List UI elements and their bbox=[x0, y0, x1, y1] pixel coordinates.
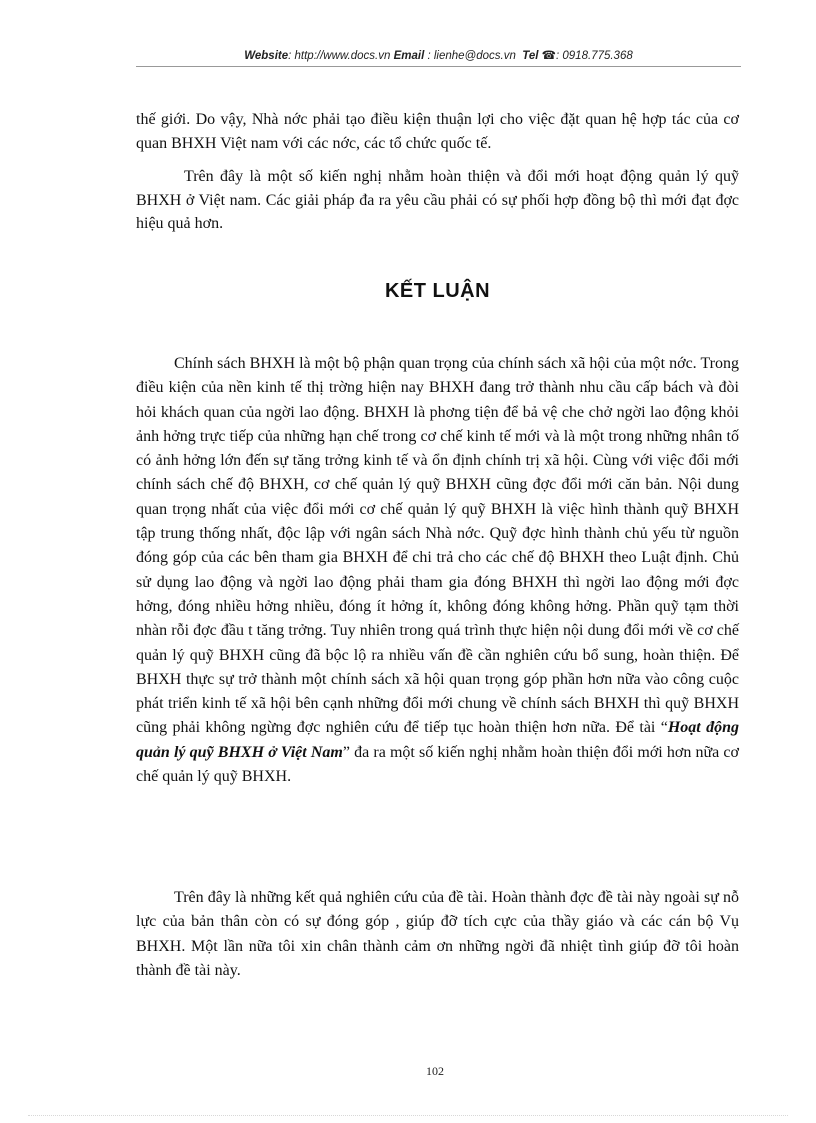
website-url: : http://www.docs.vn bbox=[288, 50, 391, 62]
conclusion-text-start: Chính sách BHXH là một bộ phận quan trọng của chính sách xã hội của một nớc. Trong điều kiện của nền kinh tế thị trờng hiện nay BHXH đang trở thành nhu cầu cấp bách và đòi hỏi khách quan của ngời lao động. BHXH là phơng tiện để bả vệ che chở ngời lao động khỏi ảnh hởng trực tiếp của những hạn chế trong cơ chế kinh tế mới và là một trong những nhân tố có ảnh hởng lớn đến sự tăng trởng kinh tế và ổn định chính trị xã hội. Cùng với việc đổi mới chính sách chế độ BHXH, cơ chế quản lý quỹ BHXH cũng đợc đổi mới căn bản. Nội dung quan trọng nhất của việc đổi mới cơ chế quản lý quỹ BHXH là việc hình thành quỹ BHXH tập trung thống nhất, độc lập với ngân sách Nhà nớc. Quỹ đợc hình thành chủ yếu từ nguồn đóng góp của các bên tham gia BHXH để chi trả cho các chế độ BHXH theo Luật định. Chủ sử dụng lao động và ngời lao động phải tham gia đóng BHXH thì ngời lao động mới đợc hởng, đóng nhiều hởng nhiều, đóng ít hởng ít, không đóng không hởng. Phần quỹ tạm thời nhàn rỗi đợc đầu t tăng trởng. Tuy nhiên trong quá trình thực hiện nội dung đổi mới về cơ chế quản lý quỹ BHXH cũng đã bộc lộ ra nhiều vấn đề cần nghiên cứu bổ sung, hoàn thiện. Để BHXH thực sự trở thành một chính sách xã hội quan trọng góp phần hơn nữa vào công cuộc phát triển kinh tế xã hội bên cạnh những đổi mới chung về chính sách BHXH thì quỹ BHXH cũng phải không ngừng đợc nghiên cứu để tiếp tục hoàn thiện hơn nữa. Để tài “ bbox=[136, 355, 739, 737]
paragraph-intro: thế giới. Do vậy, Nhà nớc phải tạo điều kiện thuận lợi cho việc đặt quan hệ hợp tác của cơ quan BHXH Việt nam với các nớc, các tổ chức quốc tế. bbox=[136, 111, 739, 152]
tel-label: Tel bbox=[522, 50, 539, 62]
website-label: Website bbox=[244, 50, 289, 62]
page-header bbox=[136, 48, 741, 62]
phone-icon: ☎ bbox=[541, 50, 556, 62]
email-address: : lienhe@docs.vn bbox=[424, 50, 516, 62]
footer-divider bbox=[28, 1115, 788, 1116]
header-divider bbox=[136, 66, 741, 67]
paragraph-acknowledgement: Trên đây là những kết quả nghiên cứu của đề tài. Hoàn thành đợc đề tài này ngoài sự nỗ lực của bản thân còn có sự đóng góp , giúp đỡ tích cực của thầy giáo và các cán bộ Vụ BHXH. Một lần nữa tôi xin chân thành cảm ơn những ngời đã nhiệt tình giúp đỡ tôi hoàn thành đề tài này. bbox=[136, 889, 739, 979]
page-number: 102 bbox=[426, 1064, 444, 1078]
paragraph-conclusion bbox=[136, 352, 739, 789]
section-title: KẾT LUẬN bbox=[384, 280, 491, 302]
tel-number: : 0918.775.368 bbox=[556, 50, 633, 62]
thesis-title: Hoạt động quản lý quỹ BHXH ở Việt Nam bbox=[136, 719, 740, 761]
email-label: Email bbox=[393, 50, 425, 62]
conclusion-text-end: ” đa ra một số kiến nghị nhằm hoàn thiện đổi mới hơn nữa cơ chế quản lý quỹ BHXH. bbox=[136, 743, 739, 786]
paragraph-summary: Trên đây là một số kiến nghị nhằm hoàn thiện và đổi mới hoạt động quản lý quỹ BHXH ở Việt nam. Các giải pháp đa ra yêu cầu phải có sự phối hợp đồng bộ thì mới đạt đợc hiệu quả hơn. bbox=[136, 168, 739, 232]
